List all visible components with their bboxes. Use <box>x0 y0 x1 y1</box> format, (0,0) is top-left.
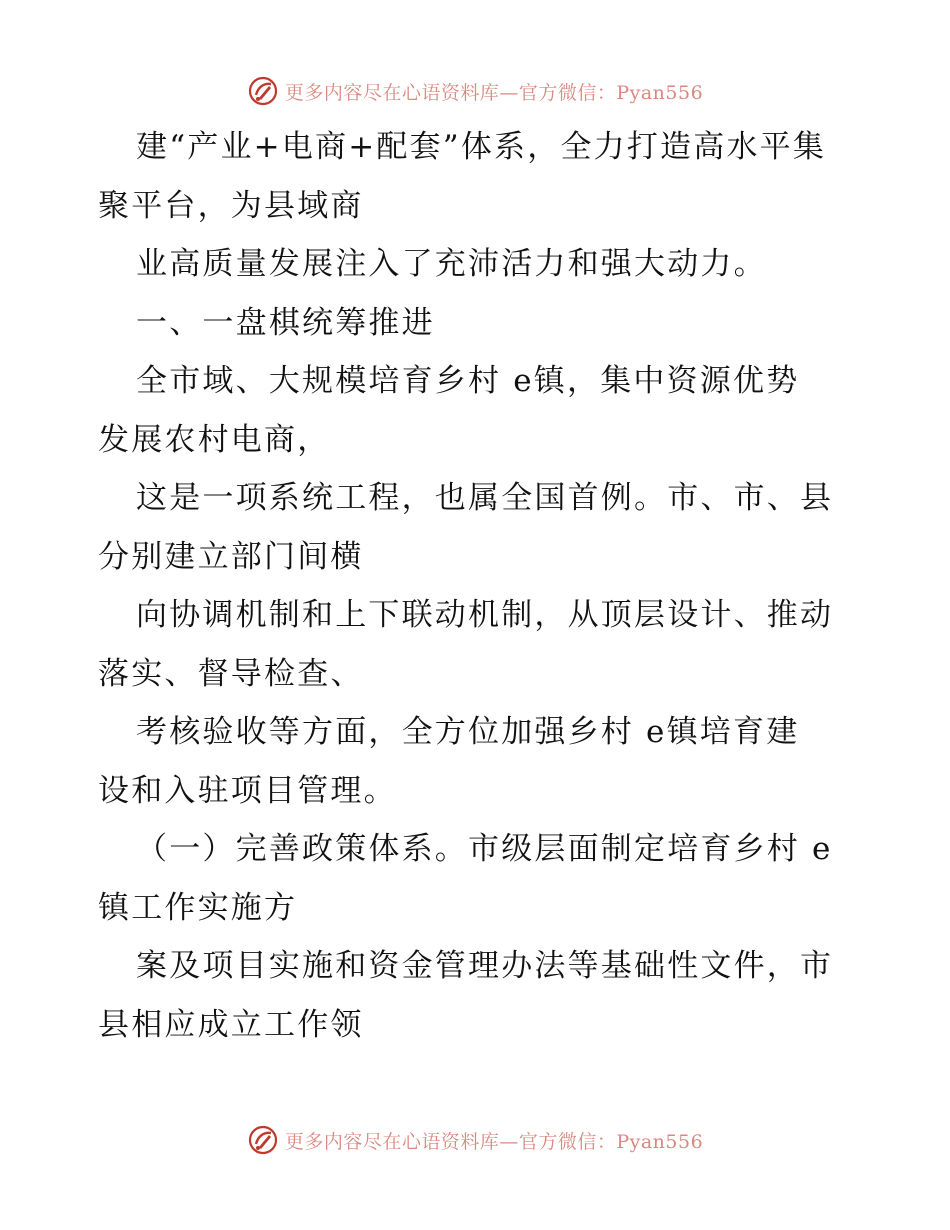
paragraph <box>98 235 858 294</box>
paragraph-line: 聚平台，为县域商 <box>98 187 364 224</box>
paragraph-line: 建“产业+电商+配套”体系，全力打造高水平集 <box>136 129 827 165</box>
paragraph-line: 镇工作实施方 <box>98 889 298 926</box>
section-heading <box>98 294 858 353</box>
paragraph-line: （一）完善政策体系。市级层面制定培育乡村 e <box>136 831 833 867</box>
paragraph <box>98 820 858 937</box>
paragraph-line: 全市域、大规模培育乡村 e镇，集中资源优势 <box>136 363 800 399</box>
document-body <box>98 118 858 1054</box>
paragraph <box>98 469 858 586</box>
paragraph-line: 分别建立部门间横 <box>98 538 364 575</box>
paragraph-line: 落实、督导检查、 <box>98 655 364 692</box>
paragraph-line: 向协调机制和上下联动机制，从顶层设计、推动 <box>136 597 834 633</box>
paragraph-line: 县相应成立工作领 <box>98 1006 364 1043</box>
paragraph-line: 案及项目实施和资金管理办法等基础性文件，市 <box>136 948 834 984</box>
heading-text: 一、一盘棋统筹推进 <box>136 304 435 341</box>
paragraph <box>98 586 858 703</box>
watermark-text: 更多内容尽在心语资料库—官方微信：Pyan556 <box>284 1130 704 1153</box>
paragraph-line: 发展农村电商， <box>98 421 331 458</box>
brand-logo-icon <box>247 1124 279 1156</box>
paragraph-line: 业高质量发展注入了充沛活力和强大动力。 <box>136 246 767 282</box>
header-watermark <box>0 71 950 111</box>
paragraph <box>98 118 858 235</box>
paragraph <box>98 703 858 820</box>
paragraph-line: 设和入驻项目管理。 <box>98 772 397 809</box>
brand-logo-icon <box>247 75 279 107</box>
paragraph <box>98 937 858 1054</box>
watermark-text: 更多内容尽在心语资料库—官方微信：Pyan556 <box>284 81 704 104</box>
footer-watermark <box>0 1120 950 1160</box>
paragraph-line: 这是一项系统工程，也属全国首例。市、市、县 <box>136 480 834 516</box>
paragraph-line: 考核验收等方面，全方位加强乡村 e镇培育建 <box>136 714 800 750</box>
paragraph <box>98 352 858 469</box>
